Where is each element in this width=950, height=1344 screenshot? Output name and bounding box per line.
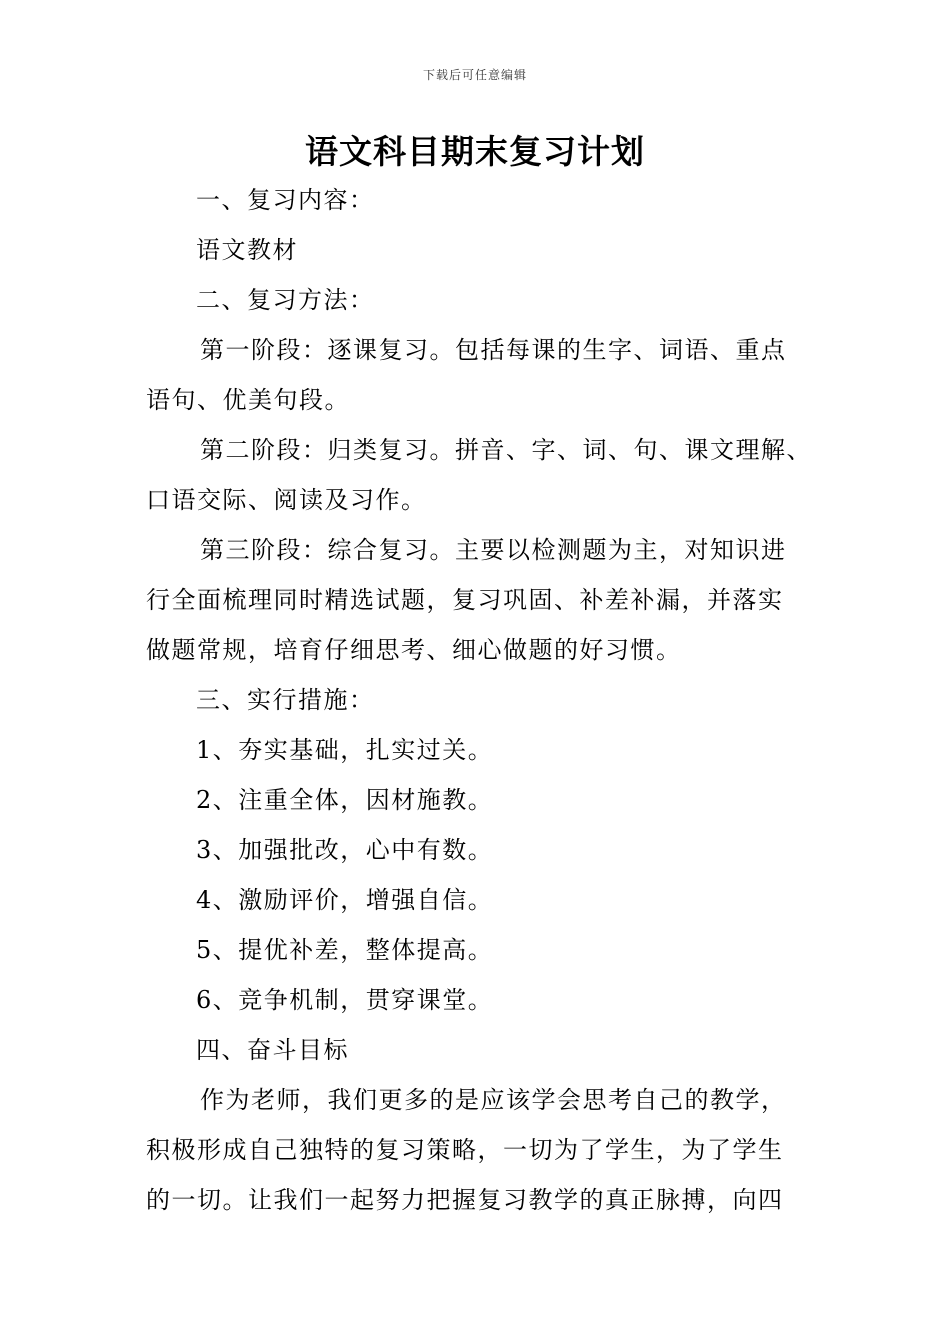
paragraph-line: 第三阶段：综合复习。主要以检测题为主，对知识进 — [200, 536, 787, 564]
heading-goals: 四、奋斗目标 — [196, 1036, 349, 1064]
list-item: 2、注重全体，因材施教。 — [196, 786, 494, 814]
list-item: 5、提优补差，整体提高。 — [196, 936, 494, 964]
paragraph-line: 行全面梳理同时精选试题，复习巩固、补差补漏，并落实 — [146, 586, 784, 614]
paragraph-line: 做题常规，培育仔细思考、细心做题的好习惯。 — [146, 636, 682, 664]
list-item: 6、竞争机制，贯穿课堂。 — [196, 986, 494, 1014]
document-body — [146, 175, 826, 1225]
paragraph-line: 第二阶段：归类复习。拼音、字、词、句、课文理解、 — [200, 436, 812, 464]
document-title: 语文科目期末复习计划 — [305, 132, 645, 171]
paragraph-line: 语句、优美句段。 — [146, 386, 350, 414]
paragraph-line: 积极形成自己独特的复习策略，一切为了学生，为了学生 — [146, 1136, 784, 1164]
heading-review-method: 二、复习方法： — [196, 286, 375, 314]
list-item: 4、激励评价，增强自信。 — [196, 886, 494, 914]
paragraph-line: 作为老师，我们更多的是应该学会思考自己的教学， — [200, 1086, 787, 1114]
paragraph-line: 的一切。让我们一起努力把握复习教学的真正脉搏，向四 — [146, 1186, 784, 1214]
review-content-text: 语文教材 — [196, 236, 298, 264]
paragraph-line: 第一阶段：逐课复习。包括每课的生字、词语、重点 — [200, 336, 787, 364]
list-item: 1、夯实基础，扎实过关。 — [196, 736, 494, 764]
paragraph-line: 口语交际、阅读及习作。 — [146, 486, 427, 514]
heading-measures: 三、实行措施： — [196, 686, 375, 714]
header-note: 下载后可任意编辑 — [422, 68, 527, 82]
list-item: 3、加强批改，心中有数。 — [196, 836, 494, 864]
heading-review-content: 一、复习内容： — [196, 186, 375, 214]
